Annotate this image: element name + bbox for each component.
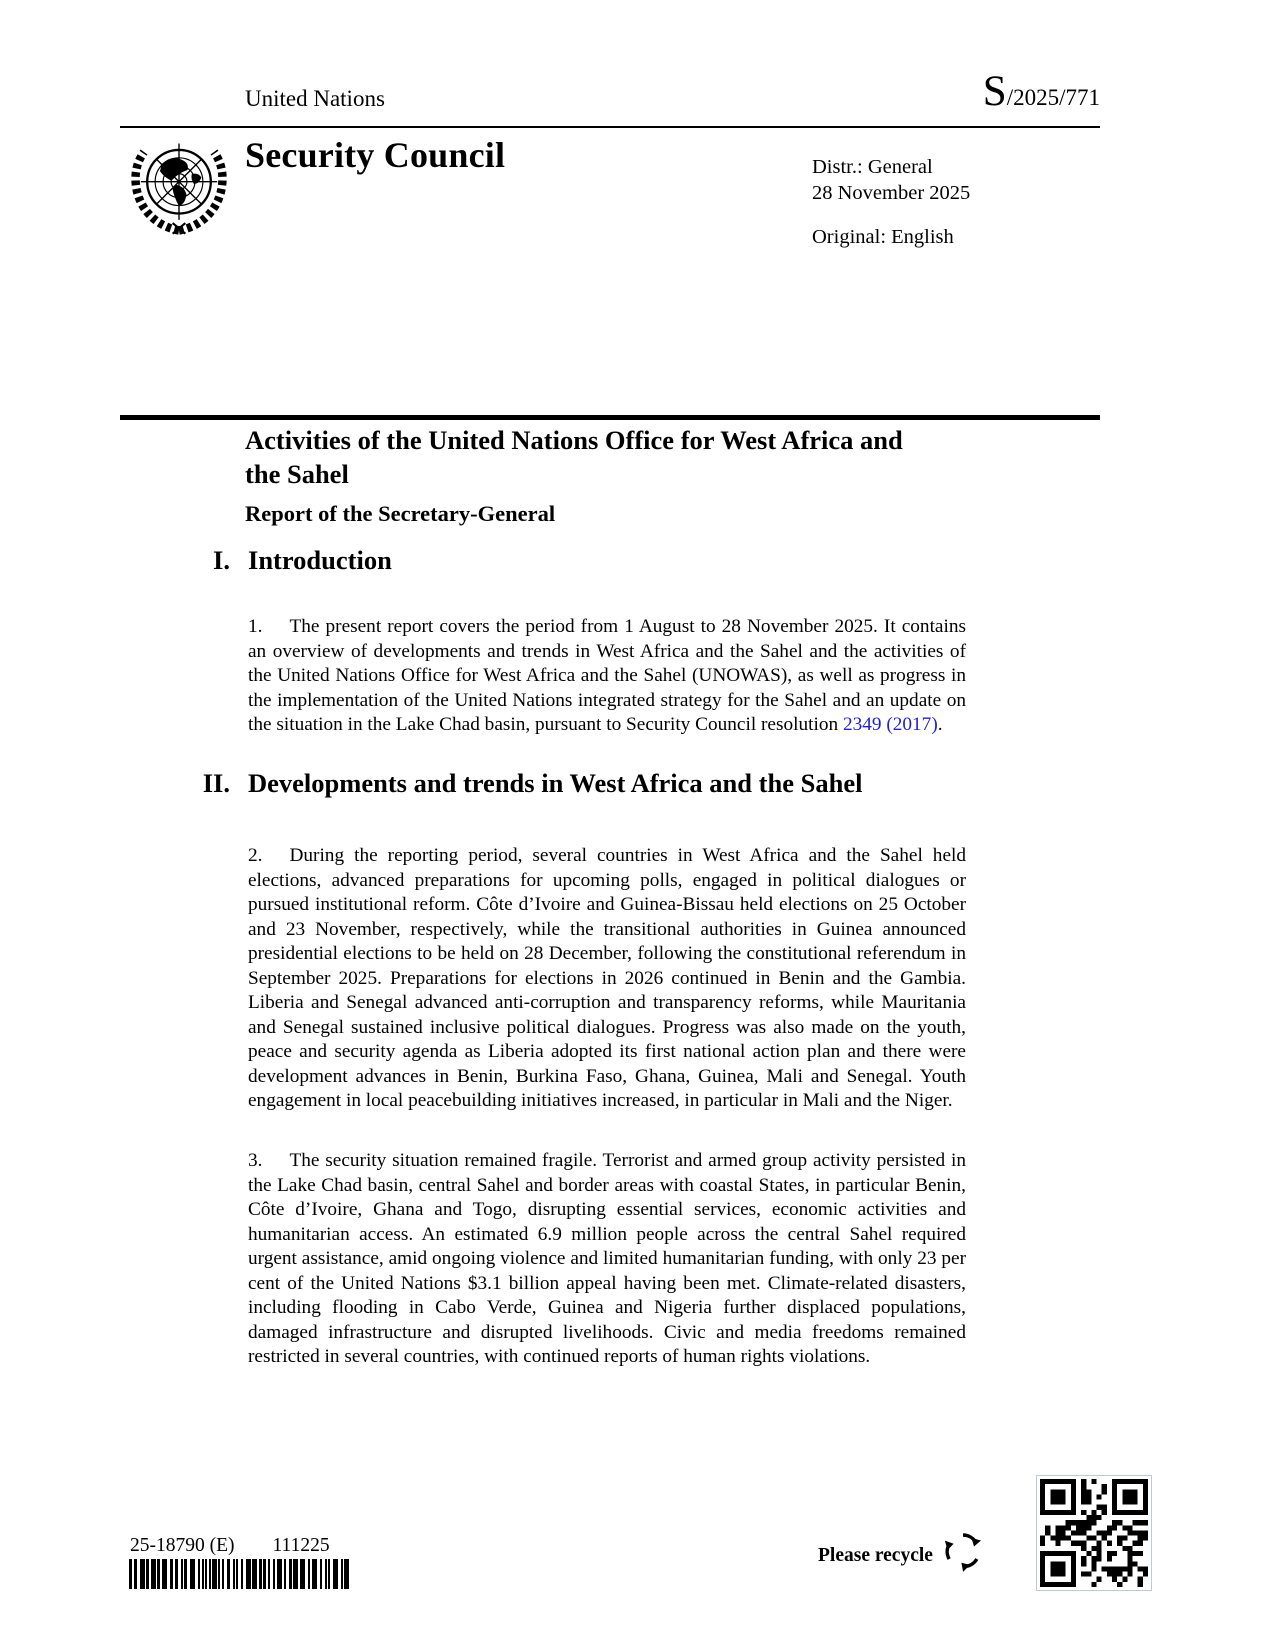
recycle-icon [939,1526,987,1574]
doc-symbol [983,70,1100,113]
paragraph-number: 2. [248,845,263,867]
resolution-link[interactable]: 2349 (2017) [842,714,938,736]
job-number: 25-18790 (E) [130,1535,235,1556]
section-title: Introduction [248,545,392,575]
org-name: United Nations [245,86,385,111]
distribution-block [812,155,970,251]
paragraph-2 [248,844,966,1114]
paragraph-1 [248,615,966,738]
doc-symbol-prefix: S [982,68,1007,115]
paragraph-3 [248,1149,966,1370]
document-subtitle: Report of the Secretary-General [245,501,556,526]
paragraph-text: During the reporting period, several countries in West Africa and the Sahel held elections, advanced preparations for upcoming polls, engaged in political dialogues or pursued institutional reform. Côte d’Ivoire and Guinea-Bissau held elections on 25 October and 23 November, respectively, while the transitional authorities in Guinea announced presidential elections to be held on 28 December, following the constitutional referendum in September 2025. Preparations for elections in 2026 continued in Benin and the Gambia. Liberia and Senegal advanced anti-corruption and transparency reforms, while Mauritania and Senegal sustained inclusive political dialogues. Progress was also made on the youth, peace and security agenda as Liberia adopted its first national action plan and there were development advances in Benin, Burkina Faso, Ghana, Guinea, Mali and Senegal. Youth engagement in local peacebuilding initiatives increased, in particular in Mali and the Niger. [248,845,966,1112]
recycle-label: Please recycle [818,1545,933,1566]
section-numeral: I. [213,545,230,575]
document-title-line1: Activities of the United Nations Office for West Africa and [245,425,903,455]
section-numeral: II. [202,768,230,798]
header-rule [120,126,1100,128]
paragraph-text: The security situation remained fragile. Terrorist and armed group activity persisted in the Lake Chad basin, central Sahel and border areas with coastal States, in particular Benin, Côte d’Ivoire, Ghana and Togo, disrupting essential services, economic activities and humanitarian access. An estimated 6.9 million people across the central Sahel required urgent assistance, amid ongoing violence and limited humanitarian funding, with only 23 per cent of the United Nations $3.1 billion appeal having been met. Climate-related disasters, including flooding in Cabo Verde, Guinea and Nigeria further displaced populations, damaged infrastructure and disrupted livelihoods. Civic and media freedoms remained restricted in several countries, with continued reports of human rights violations. [248,1150,966,1368]
paragraph-number: 1. [248,616,263,638]
print-code: 111225 [272,1535,330,1556]
document-title [245,424,1005,491]
barcode [129,1559,350,1589]
distr-line: Distr.: General [812,156,933,178]
qr-code [1036,1475,1152,1591]
body-name: Security Council [245,135,506,175]
paragraph-number: 3. [248,1150,263,1172]
un-emblem-icon [126,134,232,240]
section-title: Developments and trends in West Africa and the Sahel [248,768,863,798]
original-language-line: Original: English [812,226,954,248]
paragraph-text-end: . [937,714,943,736]
date-line: 28 November 2025 [812,181,971,204]
document-title-line2: the Sahel [245,458,349,489]
doc-symbol-suffix: /2025/771 [1006,85,1100,110]
paragraph-text: The present report covers the period from 1 August to 28 November 2025. It contains an overview of developments and trends in West Africa and the Sahel and the activities of the United Nations Office for West Africa and the Sahel (UNOWAS), as well as progress in the implementation of the United Nations integrated strategy for the Sahel and an update on the situation in the Lake Chad basin, pursuant to Security Council resolution [248,616,966,736]
title-rule [120,415,1100,420]
recycle-notice [818,1526,987,1574]
job-number-line [130,1535,330,1557]
